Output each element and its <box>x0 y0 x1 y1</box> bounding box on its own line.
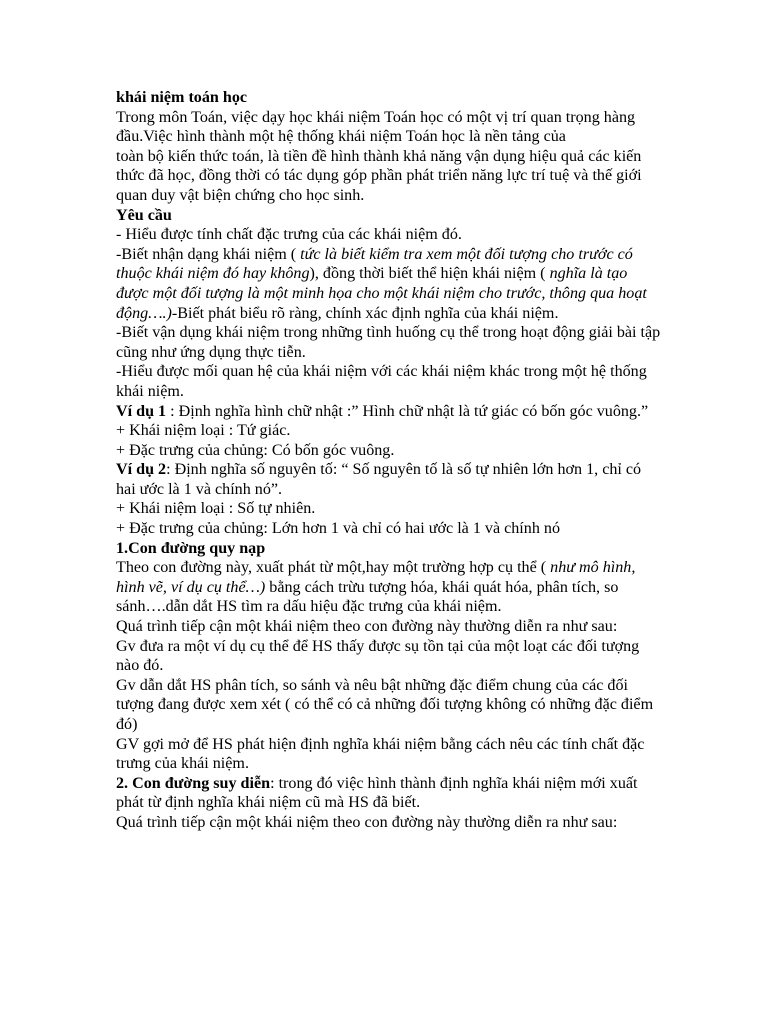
section-2-heading: 2. Con đường suy diễn <box>116 774 271 792</box>
section-1-p1-part-b: như mô hình, hình vẽ, ví dụ cụ thể…) <box>116 559 636 596</box>
requirement-2-part-b: tức là biết kiểm tra xem một đối tượng cho trước có thuộc khái niệm đó hay không <box>116 245 633 283</box>
document-title <box>116 88 661 108</box>
section-1-p1-part-a: Theo con đường này, xuất phát từ một,hay một trường hợp cụ thể ( <box>116 559 551 577</box>
example-1-text: : Định nghĩa hình chữ nhật :” Hình chữ nhật là tứ giác có bốn góc vuông.” <box>166 402 649 420</box>
title-text: khái niệm toán học <box>116 89 248 106</box>
requirements-heading-text: Yêu cầu <box>116 206 172 224</box>
section-2-text: : trong đó việc hình thành định nghĩa khái niệm mới xuất phát từ định nghĩa khái niệm cũ mà HS đã biết. <box>116 774 638 812</box>
requirement-2-part-a: -Biết nhận dạng khái niệm ( <box>116 245 301 263</box>
section-1-paragraph-2: Quá trình tiếp cận một khái niệm theo con đường này thường diễn ra như sau: <box>116 618 618 636</box>
requirements-heading <box>116 206 661 226</box>
example-2-label: Ví dụ 2 <box>116 461 167 479</box>
example-2-item-1: + Khái niệm loại : Số tự nhiên. <box>116 500 316 518</box>
requirement-3: -Biết vận dụng khái niệm trong những tình huống cụ thể trong hoạt động giải bài tập cũng như ứng dụng thực tiễn. <box>116 324 661 361</box>
example-1-item-1: + Khái niệm loại : Tứ giác. <box>116 422 291 440</box>
example-1-item-2: + Đặc trưng của chủng: Có bốn góc vuông. <box>116 441 395 459</box>
requirement-4: -Hiểu được mối quan hệ của khái niệm với các khái niệm khác trong một hệ thống khái niệm. <box>116 363 647 400</box>
example-2 <box>116 460 661 499</box>
example-1 <box>116 402 661 422</box>
requirement-2-part-e: -Biết phát biểu rõ ràng, chính xác định nghĩa của khái niệm. <box>171 304 559 322</box>
section-1-paragraph-5: GV gợi mở để HS phát hiện định nghĩa khái niệm bằng cách nêu các tính chất đặc trưng của khái niệm. <box>116 735 645 773</box>
intro-paragraph-2: toàn bộ kiến thức toán, là tiền đề hình thành khả năng vận dụng hiệu quả các kiến thức đã học, đồng thời có tác dụng góp phần phát triển năng lực trí tuệ và thế giới quan duy vật biện chứng cho học sinh. <box>116 147 642 204</box>
example-2-item-2: + Đặc trưng của chủng: Lớn hơn 1 và chỉ có hai ước là 1 và chính nó <box>116 520 560 538</box>
section-2-paragraph-1 <box>116 774 661 813</box>
section-2-paragraph-2: Quá trình tiếp cận một khái niệm theo con đường này thường diễn ra như sau: <box>116 813 618 831</box>
document-body <box>116 88 661 833</box>
section-1-paragraph-3: Gv đưa ra một ví dụ cụ thể để HS thấy được sụ tồn tại của một loạt các đối tượng nào đó. <box>116 637 640 675</box>
section-1-paragraph-1 <box>116 558 661 617</box>
requirement-2 <box>116 245 661 323</box>
requirement-2-part-c: ), đồng thời biết thể hiện khái niệm ( <box>309 265 550 283</box>
section-1-heading <box>116 539 661 559</box>
example-2-text: : Định nghĩa số nguyên tố: “ Số nguyên tố là số tự nhiên lớn hơn 1, chỉ có hai ước là 1 và chính nó”. <box>116 461 642 498</box>
intro-paragraph-1: Trong môn Toán, việc dạy học khái niệm Toán học có một vị trí quan trọng hàng đầu.Việc hình thành một hệ thống khái niệm Toán học là nền tảng của <box>116 108 636 146</box>
requirement-2-part-d: nghĩa là tạo được một đối tượng là một minh họa cho một khái niệm cho trước, thông qua hoạt động….) <box>116 265 647 322</box>
requirement-1: - Hiểu được tính chất đặc trưng của các khái niệm đó. <box>116 226 462 244</box>
section-1-p1-part-c: bằng cách trừu tượng hóa, khái quát hóa, phân tích, so sánh….dẫn dắt HS tìm ra dấu hiệu đặc trưng của khái niệm. <box>116 578 619 616</box>
example-1-label: Ví dụ 1 <box>116 402 167 420</box>
section-1-heading-text: 1.Con đường quy nạp <box>116 539 266 557</box>
section-1-paragraph-4: Gv dẫn dắt HS phân tích, so sánh và nêu bật những đặc điểm chung của các đối tượng đang được xem xét ( có thể có cả những đối tượng không có những đặc điểm đó) <box>116 676 654 733</box>
